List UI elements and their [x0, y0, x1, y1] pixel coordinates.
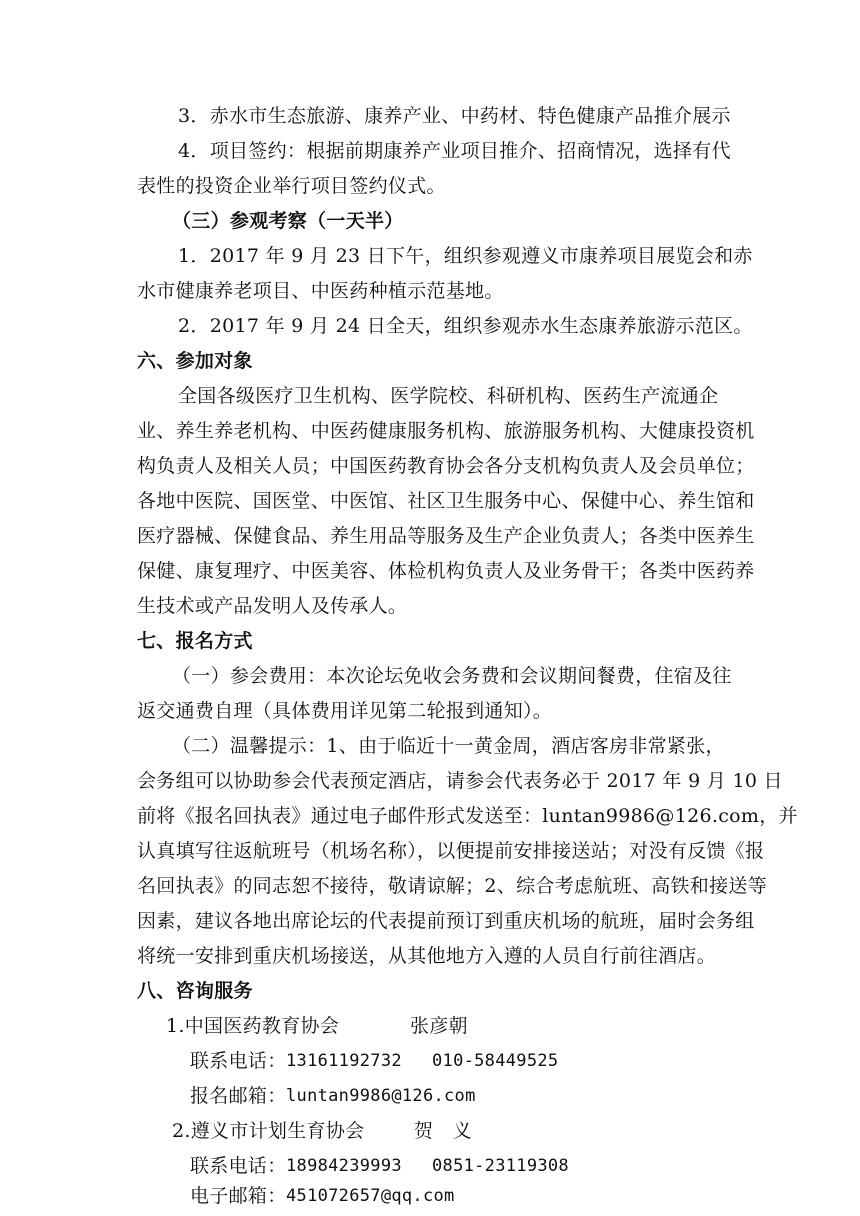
registration-tips-line: （二）温馨提示：1、由于临近十一黄金周，酒店客房非常紧张， [172, 735, 725, 757]
contact-2-phone-2: 0851-23119308 [432, 1156, 569, 1176]
registration-tips-line: 会务组可以协助参会代表预定酒店，请参会代表务必于 2017 年 9 月 10 日 [137, 770, 783, 792]
participants-line: 业、养生养老机构、中医药健康服务机构、旅游服务机构、大健康投资机 [137, 420, 755, 442]
participants-line: 构负责人及相关人员；中国医药教育协会各分支机构负责人及会员单位； [137, 455, 755, 477]
contact-1-phone-2: 010-58449525 [432, 1051, 559, 1071]
agenda-item-4-line-2: 表性的投资企业举行项目签约仪式。 [137, 175, 446, 197]
contact-1-person: 张彦朝 [410, 1015, 468, 1037]
participants-line: 各地中医院、国医堂、中医馆、社区卫生服务中心、保健中心、养生馆和 [137, 490, 755, 512]
participants-line: 保健、康复理疗、中医美容、体检机构负责人及业务骨干；各类中医药养 [137, 560, 755, 582]
visit-item-1-line-1: 1．2017 年 9 月 23 日下午，组织参观遵义市康养项目展览会和赤 [178, 245, 753, 267]
registration-tips-line: 名回执表》的同志恕不接待，敬请谅解；2、综合考虑航班、高铁和接送等 [137, 875, 767, 897]
contact-2-phone-label: 联系电话： [190, 1155, 287, 1177]
registration-tips-line: 将统一安排到重庆机场接送，从其他地方入遵的人员自行前往酒店。 [137, 945, 717, 967]
visit-item-2: 2．2017 年 9 月 24 日全天，组织参观赤水生态康养旅游示范区。 [178, 315, 753, 337]
visit-item-1-line-2: 水市健康养老项目、中医药种植示范基地。 [137, 280, 504, 302]
section-heading-registration: 七、报名方式 [137, 630, 253, 652]
participants-line: 全国各级医疗卫生机构、医学院校、科研机构、医药生产流通企 [178, 385, 719, 407]
registration-tips-line: 认真填写往返航班号（机场名称），以便提前安排接送站；对没有反馈《报 [137, 840, 765, 862]
contact-2-email: 451072657@qq.com [286, 1186, 455, 1206]
agenda-item-3: 3．赤水市生态旅游、康养产业、中药材、特色健康产品推介展示 [178, 105, 731, 127]
registration-tips-line: 前将《报名回执表》通过电子邮件形式发送至：luntan9986@126.com，并 [137, 805, 798, 827]
contact-2-phone-1: 18984239993 [286, 1156, 402, 1176]
contact-1-phone-1: 13161192732 [286, 1051, 402, 1071]
agenda-item-4-line-1: 4．项目签约：根据前期康养产业项目推介、招商情况，选择有代 [178, 140, 731, 162]
section-heading-consulting: 八、咨询服务 [137, 980, 253, 1002]
section-heading-participants: 六、参加对象 [137, 350, 253, 372]
contact-1-email: luntan9986@126.com [286, 1086, 476, 1106]
participants-line: 医疗器械、保健食品、养生用品等服务及生产企业负责人；各类中医养生 [137, 525, 755, 547]
contact-2-person: 贺 义 [414, 1120, 472, 1142]
contact-2-email-label: 电子邮箱： [190, 1185, 287, 1207]
registration-fee-line: （一）参会费用：本次论坛免收会务费和会议期间餐费，住宿及往 [172, 665, 732, 687]
contact-1-org: 1.中国医药教育协会 [166, 1015, 340, 1037]
contact-1-phone-label: 联系电话： [190, 1050, 287, 1072]
participants-line: 生技术或产品发明人及传承人。 [137, 595, 408, 617]
registration-tips-line: 因素，建议各地出席论坛的代表提前预订到重庆机场的航班，届时会务组 [137, 910, 755, 932]
contact-2-org: 2.遵义市计划生育协会 [172, 1120, 365, 1142]
subsection-heading-visit: （三）参观考察（一天半） [172, 210, 404, 232]
contact-1-email-label: 报名邮箱： [190, 1085, 287, 1107]
registration-fee-line: 返交通费自理（具体费用详见第二轮报到通知）。 [137, 700, 553, 722]
